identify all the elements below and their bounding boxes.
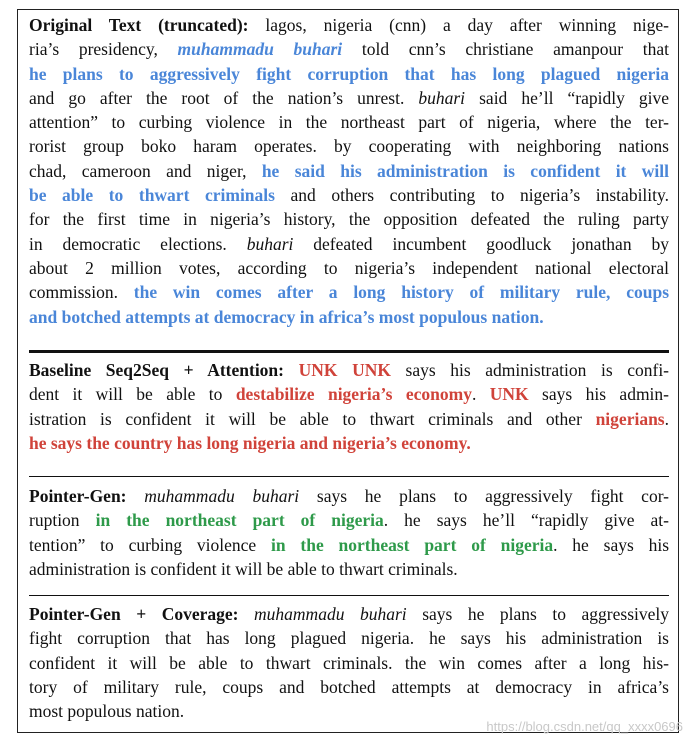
text-span: fight corruption that has long plagued nigeria. he says his administration is: [29, 628, 669, 649]
original-text-line: [29, 256, 669, 280]
text-span: dent it will be able to: [29, 384, 236, 405]
pointer-gen-section: [29, 484, 669, 581]
figure-frame: [17, 9, 679, 733]
text-span: [284, 360, 299, 380]
highlighted-span: UNK: [489, 384, 529, 405]
text-span: says he plans to aggressively fight cor-: [299, 486, 670, 506]
text-span: .: [664, 408, 669, 429]
text-span: ria’s presidency,: [29, 39, 178, 60]
text-span: ruption: [29, 510, 96, 531]
original-text-line: [29, 37, 669, 61]
highlighted-span: be able to thwart criminals: [29, 185, 275, 206]
watermark-text: https://blog.csdn.net/qq_xxxx0696: [486, 719, 683, 734]
text-span: commission.: [29, 282, 134, 303]
baseline-line: [29, 431, 669, 455]
highlighted-span: in the northeast part of nigeria: [95, 510, 384, 531]
highlighted-span: he said his administration is confident it will: [261, 160, 669, 181]
original-text-line: [29, 13, 669, 37]
text-span: . he says his: [553, 534, 670, 555]
pointer-gen-coverage-section: [29, 602, 669, 723]
pointer-gen-line: [29, 557, 669, 581]
text-span: and go after the root of the nation’s unrest.: [29, 87, 419, 108]
highlighted-span: buhari: [246, 233, 294, 254]
system-label: Baseline Seq2Seq + Attention:: [29, 360, 284, 380]
text-span: rorist group boko haram operates. by cooperating with neighboring nations: [29, 136, 669, 157]
original-text-line: [29, 232, 669, 256]
original-text-line: [29, 183, 669, 207]
system-label: Original Text (truncated):: [29, 15, 249, 35]
original-text-line: [29, 110, 669, 134]
text-span: defeated incumbent goodluck jonathan by: [293, 233, 669, 254]
text-span: [127, 486, 145, 506]
text-span: tory of military rule, coups and botched attempts at democracy in africa’s: [29, 676, 669, 697]
text-span: about 2 million votes, according to nigeria’s independent national electoral: [29, 257, 669, 278]
baseline-section: [29, 358, 669, 455]
highlighted-span: the win comes after a long history of military rule, coups: [133, 282, 669, 303]
text-span: and others contributing to nigeria’s instability.: [274, 185, 670, 206]
pointer-gen-line: [29, 508, 669, 532]
highlighted-span: buhari: [418, 87, 466, 108]
text-span: .: [471, 384, 490, 405]
text-span: said he’ll “rapidly give: [465, 87, 669, 108]
text-span: most populous nation.: [29, 701, 185, 722]
highlighted-span: he plans to aggressively fight corruption that has long plagued nigeria: [29, 63, 669, 84]
text-span: istration is confident it will be able to thwart criminals and other: [29, 408, 596, 429]
original-text-line: [29, 134, 669, 158]
coverage-line: [29, 675, 669, 699]
text-span: administration is confident it will be able to thwart criminals.: [29, 558, 458, 579]
baseline-line: [29, 358, 669, 382]
text-span: in democratic elections.: [29, 233, 247, 254]
baseline-line: [29, 382, 669, 406]
pointer-gen-line: [29, 533, 669, 557]
highlighted-span: he says the country has long nigeria and nigeria’s economy.: [29, 432, 471, 453]
original-text-line: [29, 305, 669, 329]
text-span: says he plans to aggressively: [406, 604, 669, 624]
original-text-line: [29, 207, 669, 231]
text-span: chad, cameroon and niger,: [29, 160, 262, 181]
original-text-line: [29, 280, 669, 304]
system-label: Pointer-Gen:: [29, 486, 127, 506]
separator-1: [29, 476, 669, 477]
text-span: . he says he’ll “rapidly give at-: [383, 510, 669, 531]
text-span: attention” to curbing violence in the northeast part of nigeria, where the ter-: [29, 112, 669, 133]
original-text-line: [29, 86, 669, 110]
system-label: Pointer-Gen + Coverage:: [29, 604, 239, 624]
highlighted-span: muhammadu buhari: [254, 604, 407, 624]
highlighted-span: in the northeast part of nigeria: [270, 534, 554, 555]
baseline-line: [29, 407, 669, 431]
highlighted-span: muhammadu buhari: [177, 39, 343, 60]
text-span: says his admin-: [528, 384, 669, 405]
highlighted-span: muhammadu buhari: [144, 486, 300, 506]
coverage-line: [29, 602, 669, 626]
text-span: [239, 604, 255, 624]
original-text-line: [29, 159, 669, 183]
highlighted-span: destabilize nigeria’s economy: [235, 384, 472, 405]
text-span: says his administration is confi-: [390, 360, 670, 380]
text-span: for the first time in nigeria’s history, the opposition defeated the ruling party: [29, 209, 669, 230]
coverage-line: [29, 626, 669, 650]
text-span: confident it will be able to thwart criminals. the win comes after a long his-: [29, 652, 669, 673]
highlighted-span: and botched attempts at democracy in africa’s most populous nation.: [29, 306, 544, 327]
text-span: lagos, nigeria (cnn) a day after winning nige-: [248, 15, 669, 35]
original-text-line: [29, 62, 669, 86]
coverage-line: [29, 651, 669, 675]
thick-separator: [29, 350, 669, 353]
text-span: told cnn’s christiane amanpour that: [342, 39, 669, 60]
original-text-section: [29, 13, 669, 329]
separator-2: [29, 595, 669, 596]
pointer-gen-line: [29, 484, 669, 508]
text-span: tention” to curbing violence: [29, 534, 271, 555]
highlighted-span: UNK UNK: [298, 360, 391, 380]
highlighted-span: nigerians: [595, 408, 665, 429]
